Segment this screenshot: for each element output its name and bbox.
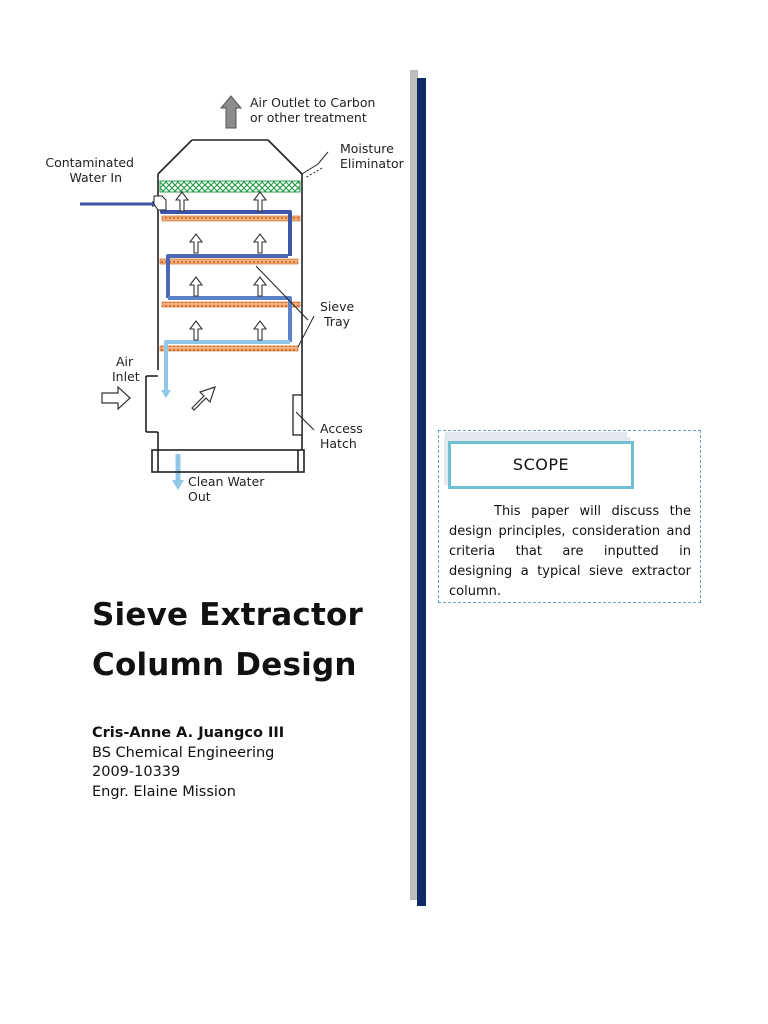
label-air-outlet-2: or other treatment bbox=[250, 110, 367, 125]
scope-heading: SCOPE bbox=[448, 441, 634, 489]
label-sieve-tray-1: Sieve bbox=[320, 299, 355, 314]
vapor-up-arrows bbox=[176, 192, 266, 340]
label-clean-water-2: Out bbox=[188, 489, 211, 504]
document-title bbox=[92, 590, 363, 690]
collection-basin bbox=[152, 450, 304, 472]
student-number: 2009-10339 bbox=[92, 764, 181, 780]
author-program: BS Chemical Engineering bbox=[92, 744, 275, 761]
label-air-inlet-1: Air bbox=[116, 354, 134, 369]
label-contaminated-water-2: Water In bbox=[69, 170, 122, 185]
label-air-inlet-2: Inlet bbox=[112, 369, 140, 384]
leader-lines bbox=[256, 152, 328, 430]
svg-text:SieveTray bbox=[320, 299, 354, 329]
access-hatch bbox=[293, 395, 302, 435]
label-access-hatch-1: Access bbox=[320, 421, 363, 436]
svg-text:MoistureEliminator bbox=[340, 141, 405, 171]
label-air-outlet-1: Air Outlet to Carbon bbox=[250, 95, 376, 110]
column-walls bbox=[146, 174, 302, 450]
svg-text:AirInlet bbox=[112, 354, 140, 384]
title-line-1: Sieve Extractor bbox=[92, 597, 363, 633]
label-access-hatch-2: Hatch bbox=[320, 436, 357, 451]
svg-text:AccessHatch bbox=[320, 421, 363, 451]
instructor-name: Engr. Elaine Mission bbox=[92, 783, 236, 800]
moisture-eliminator bbox=[160, 181, 300, 192]
air-inlet-arrow-icon bbox=[102, 387, 130, 409]
label-moisture-eliminator-2: Eliminator bbox=[340, 156, 404, 171]
scope-text: This paper will discuss the design principles, consideration and criteria that are inputted in designing a typical sieve extractor column. bbox=[449, 504, 691, 599]
column-hood bbox=[158, 140, 302, 174]
label-contaminated-water-1: Contaminated bbox=[45, 155, 134, 170]
title-line-2: Column Design bbox=[92, 647, 357, 683]
svg-text:ContaminatedWater In bbox=[45, 155, 134, 185]
label-moisture-eliminator-1: Moisture bbox=[340, 141, 394, 156]
author-name: Cris-Anne A. Juangco III bbox=[92, 725, 285, 741]
divider-bar bbox=[417, 78, 426, 906]
author-block bbox=[92, 724, 284, 802]
air-outlet-arrow-icon bbox=[221, 96, 241, 128]
svg-text:Air Outlet to Carbonor other t bbox=[250, 95, 375, 125]
air-flow-arrow-icon bbox=[192, 387, 215, 410]
sieve-column-diagram bbox=[40, 80, 420, 510]
sieve-trays bbox=[160, 216, 300, 351]
inlet-valve bbox=[154, 196, 166, 210]
label-sieve-tray-2: Tray bbox=[324, 314, 350, 329]
label-clean-water-1: Clean Water bbox=[188, 474, 265, 489]
svg-text:Clean WaterOut bbox=[188, 474, 265, 504]
